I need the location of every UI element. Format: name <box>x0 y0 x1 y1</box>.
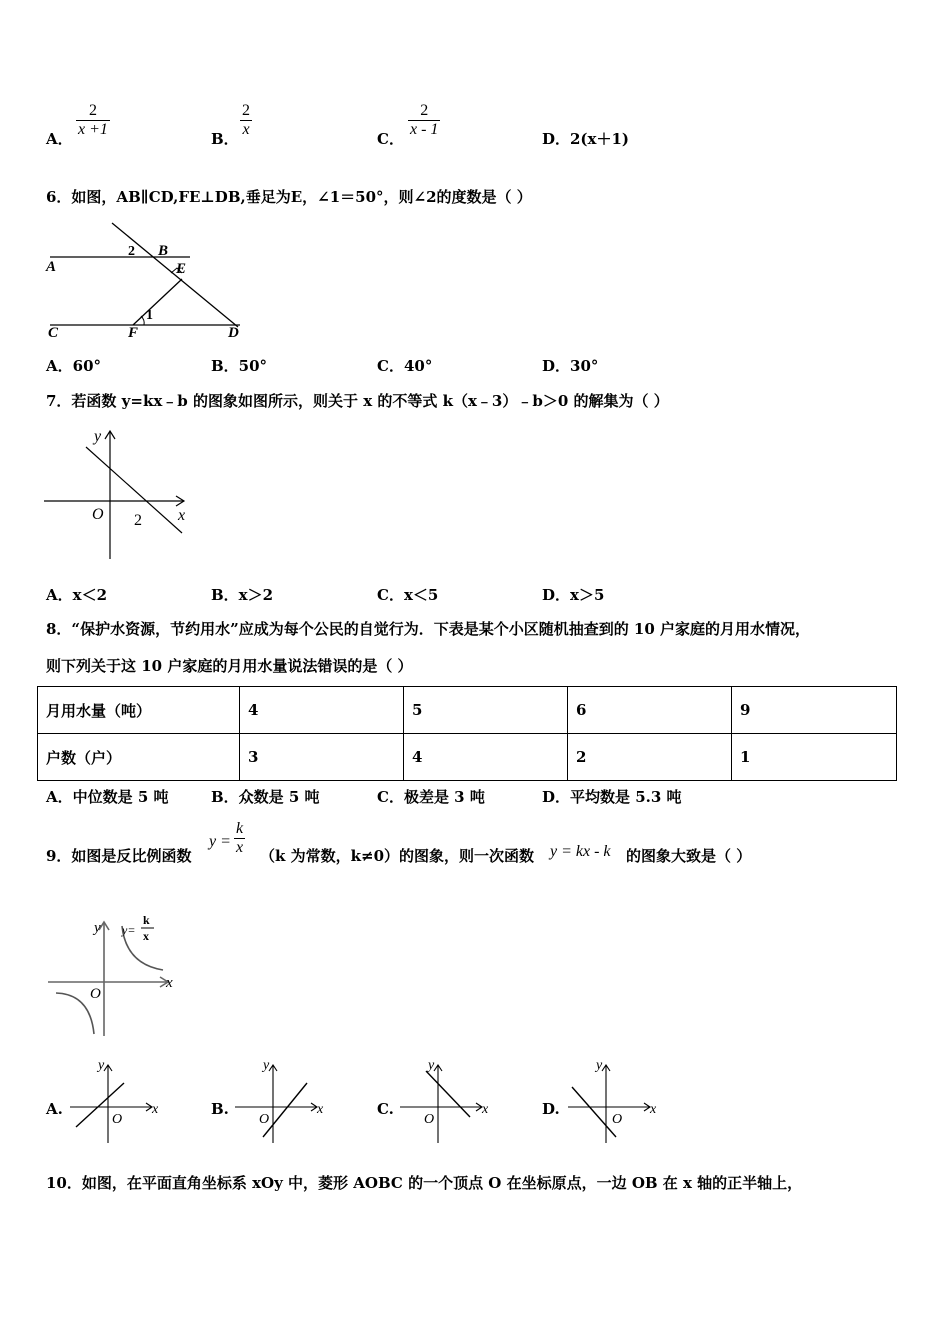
q9-option-a-graph <box>70 1055 165 1150</box>
q7-option-d: D．x＞5 <box>542 586 605 604</box>
option-line <box>426 1071 470 1117</box>
q7-option-a: A．x＜2 <box>46 586 108 604</box>
q5-option-b-fraction <box>240 102 252 139</box>
fraction-denominator: x - 1 <box>410 121 439 138</box>
table-cell: 9 <box>732 687 897 734</box>
q7-figure <box>44 425 194 565</box>
fraction-denominator: x <box>240 120 252 139</box>
origin-label: O <box>112 1112 123 1127</box>
fraction-numerator: 2 <box>88 102 97 119</box>
q8-stem-line2: 则下列关于这 10 户家庭的月用水量说法错误的是（ ） <box>46 657 413 675</box>
q5-option-d-label: D． <box>542 130 571 148</box>
option-line <box>263 1083 307 1137</box>
q8-option-d: D．平均数是 5.3 吨 <box>542 788 682 806</box>
hyperbola-branch-2 <box>56 993 94 1034</box>
q9-option-d-graph <box>568 1055 663 1150</box>
table-cell: 1 <box>732 734 897 781</box>
q9-stem-prefix: 9．如图是反比例函数 <box>46 847 192 865</box>
y-label: y <box>94 428 102 445</box>
fraction-denominator: x <box>236 839 244 856</box>
q6-option-b: B．50° <box>211 357 268 375</box>
fraction-numerator: 2 <box>420 102 429 119</box>
q8-stem-line1: 8．“保护水资源，节约用水”应成为每个公民的自觉行为．下表是某个小区随机抽查到的 10 户家庭的月用水情况， <box>46 620 811 638</box>
q5-option-c-fraction <box>408 102 440 139</box>
x-label: x <box>152 1102 159 1117</box>
table-cell: 3 <box>240 734 404 781</box>
origin-label: O <box>90 986 101 1002</box>
q9-option-d-label: D. <box>542 1100 560 1118</box>
table-row <box>38 687 897 734</box>
q9-function-y: y = <box>209 833 231 850</box>
line-bd <box>112 223 238 327</box>
q9-stem-middle: （k 为常数，k≠0）的图象，则一次函数 <box>260 847 535 865</box>
q9-option-c-label: C. <box>377 1100 394 1118</box>
point-d-label: D <box>228 325 239 341</box>
q6-option-a: A．60° <box>46 357 102 375</box>
origin-label: O <box>92 506 104 523</box>
table-cell: 5 <box>404 687 568 734</box>
q9-option-b-label: B. <box>211 1100 229 1118</box>
q5-option-c-label: C． <box>377 130 404 148</box>
q5-option-b-label: B． <box>211 130 239 148</box>
table-cell: 2 <box>568 734 732 781</box>
q7-option-b: B．x＞2 <box>211 586 274 604</box>
origin-label: O <box>259 1112 270 1127</box>
q8-option-c: C．极差是 3 吨 <box>377 788 485 806</box>
q6-option-d: D．30° <box>542 357 599 375</box>
y-label: y <box>94 920 101 936</box>
q9-figure <box>46 912 186 1042</box>
q5-option-a-label: A． <box>46 130 73 148</box>
q6-option-c: C．40° <box>377 357 433 375</box>
fraction-numerator: k <box>236 820 244 837</box>
angle-1-label: 1 <box>146 308 153 323</box>
q7-stem: 7．若函数 y=kx﹣b 的图象如图所示，则关于 x 的不等式 k（x﹣3）﹣b＞0 的解集为（ ） <box>46 392 669 410</box>
y-label: y <box>596 1058 603 1073</box>
x-label: x <box>178 507 186 524</box>
q5-option-a-fraction <box>76 102 110 139</box>
point-e-label: E <box>176 261 187 277</box>
table-row <box>38 734 897 781</box>
angle-2-label: 2 <box>128 244 135 259</box>
table-cell: 6 <box>568 687 732 734</box>
q8-option-a: A．中位数是 5 吨 <box>46 788 169 806</box>
curve-label-y: y= <box>122 923 136 937</box>
q9-linear-function: y = kx - k <box>550 843 611 860</box>
q8-option-b: B．众数是 5 吨 <box>211 788 320 806</box>
intercept-label: 2 <box>134 512 142 529</box>
curve-label-x: x <box>143 929 149 943</box>
y-label: y <box>98 1058 105 1073</box>
x-label: x <box>482 1102 489 1117</box>
water-usage-table <box>37 686 897 781</box>
origin-label: O <box>424 1112 435 1127</box>
point-a-label: A <box>46 259 57 275</box>
curve-label-k: k <box>143 913 150 927</box>
origin-label: O <box>612 1112 623 1127</box>
x-label: x <box>650 1102 657 1117</box>
q6-stem: 6．如图，AB∥CD,FE⊥DB,垂足为E，∠1＝50°，则∠2的度数是（ ） <box>46 188 532 206</box>
table-cell: 户数（户） <box>38 734 240 781</box>
q6-figure <box>40 215 250 345</box>
q7-option-c: C．x＜5 <box>377 586 439 604</box>
y-label: y <box>263 1058 270 1073</box>
q10-stem: 10．如图，在平面直角坐标系 xOy 中，菱形 AOBC 的一个顶点 O 在坐标原点，一边 OB 在 x 轴的正半轴上， <box>46 1174 803 1192</box>
point-b-label: B <box>158 243 169 259</box>
fraction-denominator: x +1 <box>78 121 108 138</box>
fraction-numerator: 2 <box>242 102 250 119</box>
q9-option-a-label: A. <box>46 1100 63 1118</box>
y-label: y <box>428 1058 435 1073</box>
point-c-label: C <box>48 325 59 341</box>
x-label: x <box>317 1102 324 1117</box>
q9-option-b-graph <box>235 1055 330 1150</box>
table-cell: 月用水量（吨） <box>38 687 240 734</box>
q9-stem-suffix: 的图象大致是（ ） <box>626 847 752 865</box>
table-cell: 4 <box>240 687 404 734</box>
option-line <box>572 1087 616 1137</box>
point-f-label: F <box>128 325 139 341</box>
x-label: x <box>166 975 173 991</box>
q9-function-fraction <box>234 820 245 857</box>
table-cell: 4 <box>404 734 568 781</box>
line-fe <box>133 279 182 325</box>
q9-option-c-graph <box>400 1055 495 1150</box>
q5-option-d-text: 2(x＋1) <box>570 130 630 148</box>
